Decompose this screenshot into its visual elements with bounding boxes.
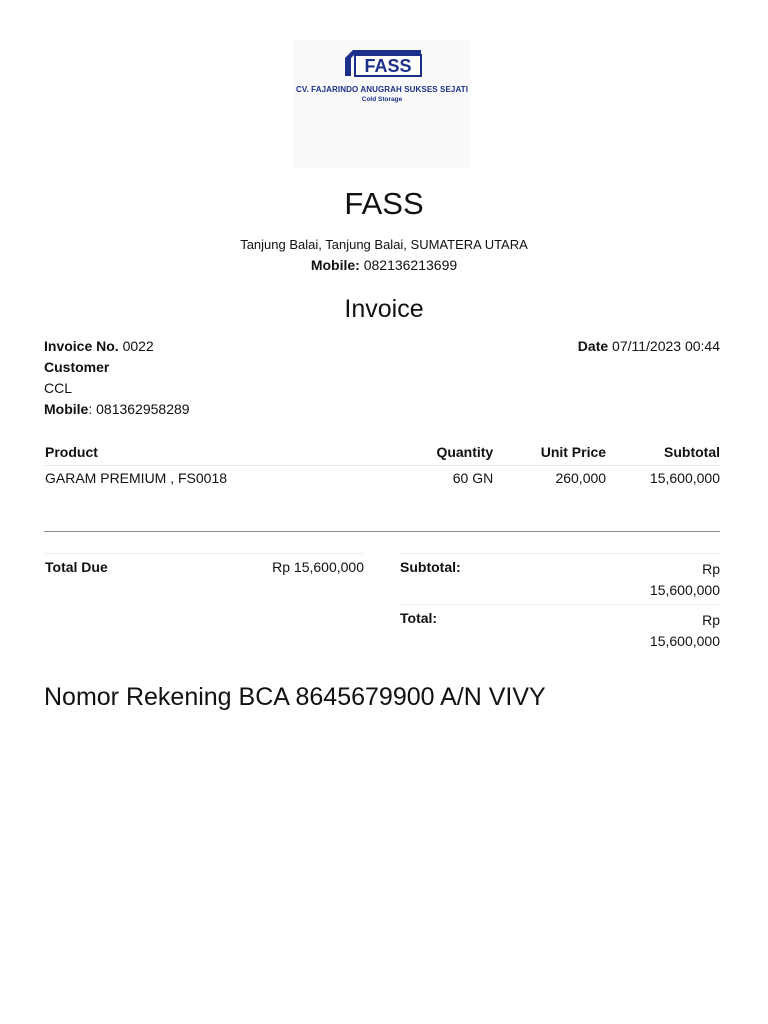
- row-quantity: 60 GN: [452, 470, 494, 486]
- header-product: Product: [44, 440, 374, 466]
- shop-name: FASS: [344, 186, 424, 221]
- logo-company-name: CV. FAJARINDO ANUGRAH SUKSES SEJATI: [295, 85, 469, 94]
- total-due-label: Total Due: [45, 559, 108, 575]
- totals-summary: [399, 553, 720, 650]
- total-value: 15,600,000: [649, 633, 720, 649]
- total-row: [399, 604, 720, 650]
- invoice-date-value: 07/11/2023 00:44: [612, 338, 720, 354]
- total-due-value: Rp 15,600,000: [272, 559, 364, 575]
- row-subtotal: 15,600,000: [649, 470, 720, 486]
- payment-note: Nomor Rekening BCA 8645679900 A/N VIVY: [44, 683, 546, 711]
- row-unit-price: 260,000: [555, 470, 607, 486]
- header-quantity: Quantity: [374, 440, 493, 466]
- logo-brand-text: FASS: [364, 56, 412, 76]
- shop-address: Tanjung Balai, Tanjung Balai, SUMATERA UTARA: [240, 237, 528, 252]
- invoice-date-label: Date: [577, 338, 609, 354]
- invoice-number-label: Invoice No.: [44, 338, 119, 354]
- invoice-number: [44, 336, 190, 357]
- shop-mobile-label: Mobile:: [310, 257, 360, 273]
- total-due: [44, 553, 364, 575]
- header-unit-price: Unit Price: [493, 440, 606, 466]
- customer-mobile: [44, 399, 190, 420]
- subtotal-label: Subtotal:: [400, 559, 461, 575]
- invoice-date: [578, 336, 720, 357]
- total-amount: [620, 610, 720, 652]
- divider: [44, 531, 720, 532]
- subtotal-currency: Rp: [702, 561, 720, 577]
- row-product: GARAM PREMIUM , FS0018: [45, 470, 228, 486]
- subtotal-amount: [620, 559, 720, 601]
- invoice-number-value: 0022: [122, 338, 154, 354]
- items-table-header: [44, 440, 720, 466]
- invoice-meta: [44, 336, 190, 420]
- customer-name: CCL: [44, 380, 73, 396]
- header-subtotal: Subtotal: [606, 440, 720, 466]
- logo-tagline: Cold Storage: [361, 96, 403, 103]
- company-logo: [293, 40, 471, 168]
- customer-mobile-value: : 081362958289: [88, 401, 190, 417]
- building-logo-icon: [343, 46, 423, 78]
- customer-label: Customer: [44, 359, 110, 375]
- table-row: [44, 466, 720, 491]
- total-label: Total:: [400, 610, 438, 626]
- items-table: [44, 440, 720, 490]
- shop-mobile: [0, 257, 768, 273]
- total-currency: Rp: [702, 612, 720, 628]
- subtotal-value: 15,600,000: [649, 582, 720, 598]
- customer-mobile-label: Mobile: [44, 401, 89, 417]
- shop-mobile-value: 082136213699: [363, 257, 458, 273]
- document-title: Invoice: [344, 295, 424, 323]
- subtotal-row: [399, 553, 720, 599]
